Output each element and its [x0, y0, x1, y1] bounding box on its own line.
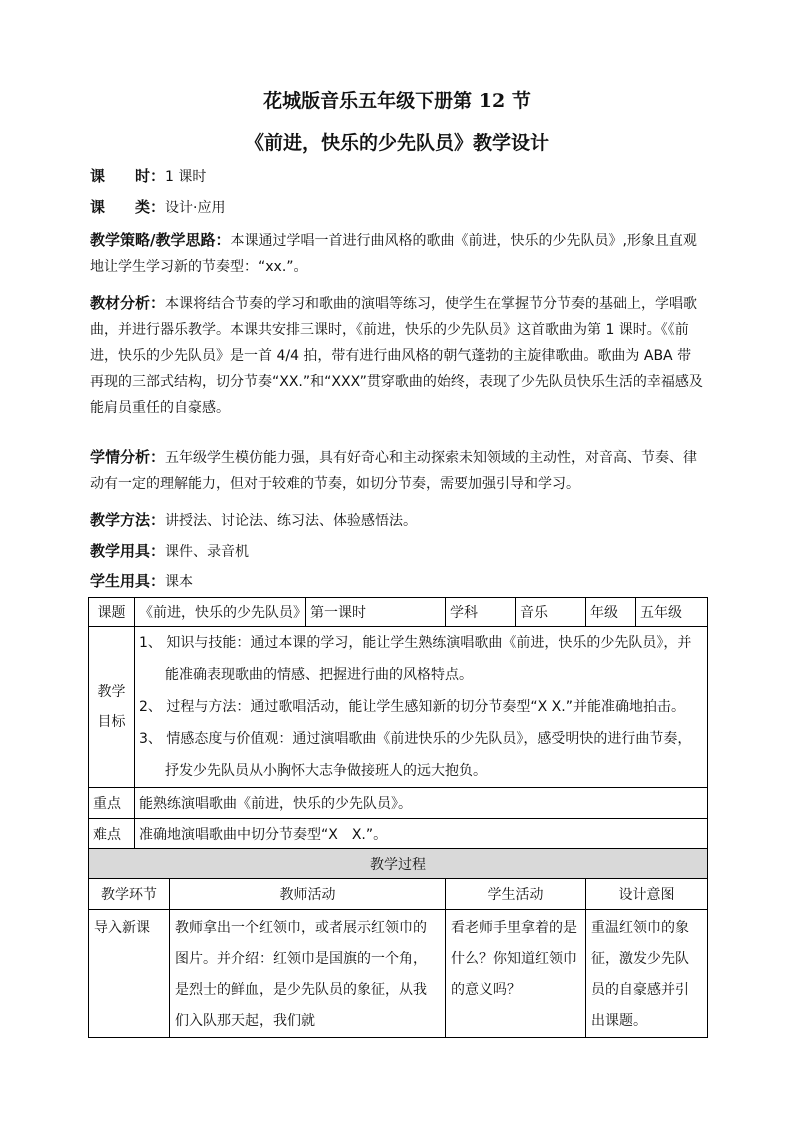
- topic-value-cell: 《前进，快乐的少先队员》: [135, 598, 306, 627]
- step-cell: 导入新课: [89, 910, 170, 1038]
- student-analysis-label: 学情分析：: [90, 448, 166, 466]
- class-hours-line: [90, 163, 705, 190]
- objective-1-cont: 能准确表现歌曲的情感、把握进行曲的风格特点。: [165, 667, 473, 683]
- student-activity-cell: 看老师手里拿着的是什么？你知道红领巾的意义吗？: [446, 910, 586, 1038]
- subject-label-cell: 学科: [446, 598, 516, 627]
- class-type-value: 设计·应用: [165, 200, 226, 216]
- teaching-method-text: 讲授法、讨论法、练习法、体验感悟法。: [165, 513, 418, 529]
- strategy-text: 本课通过学唱一首进行曲风格的歌曲《前进，快乐的少先队员》,形象且直观地让学生学习新的节奏型：“xx.”。: [90, 233, 697, 275]
- grade-value-cell: 五年级: [636, 598, 708, 627]
- key-point-text: 能熟练演唱歌曲《前进，快乐的少先队员》。: [135, 788, 708, 819]
- student-tools-line: [90, 568, 705, 595]
- key-point-label: 重点: [89, 788, 135, 819]
- teacher-activity-cell: 教师拿出一个红领巾，或者展示红领巾的图片。并介绍：红领巾是国旗的一个角，是烈士的鲜血，是少先队员的象征，从我们入队那天起，我们就: [170, 910, 446, 1038]
- difficulty-label: 难点: [89, 819, 135, 849]
- objective-3: 3、 情感态度与价值观：通过演唱歌曲《前进快乐的少先队员》，感受明快的进行曲节奏，: [139, 731, 692, 747]
- document-subtitle: 《前进，快乐的少先队员》教学设计: [244, 132, 549, 154]
- lesson-plan-table: [88, 597, 708, 1038]
- subject-value-cell: 音乐: [516, 598, 586, 627]
- class-hours-label: 课 时：: [90, 167, 166, 185]
- lesson-period-cell: 第一课时: [306, 598, 446, 627]
- strategy-paragraph: [90, 227, 705, 280]
- objectives-cell: [135, 627, 708, 788]
- teaching-method-label: 教学方法：: [90, 511, 166, 529]
- class-type-line: [90, 194, 705, 221]
- teaching-tools-text: 课件、录音机: [165, 544, 250, 560]
- objectives-row: [89, 627, 708, 788]
- difficulty-text: 准确地演唱歌曲中切分节奏型“X X.”。: [135, 819, 708, 849]
- col-header-teacher: 教师活动: [170, 879, 446, 910]
- material-analysis-text: 本课将结合节奏的学习和歌曲的演唱等练习，使学生在掌握节分节奏的基础上，学唱歌曲，并进行器乐教学。本课共安排三课时，《前进，快乐的少先队员》这首歌曲为第 1 课时。《《前进，快乐的少先队员》是一首 4/4 拍，带有进行曲风格的朝气蓬勃的主旋律歌曲。歌曲为 ABA 带再现的三部式结构，切分节奏“XX.”和“XXX”贯穿歌曲的始终，表现了少先队员快乐生活的幸福感及能肩员重任的自豪感。: [90, 296, 703, 416]
- design-intent-cell: 重温红领巾的象征，激发少先队员的自豪感并引出课题。: [586, 910, 708, 1038]
- student-analysis-paragraph: [90, 444, 705, 497]
- class-type-label: 课 类：: [90, 198, 166, 216]
- col-header-student: 学生活动: [446, 879, 586, 910]
- difficulty-row: [89, 819, 708, 849]
- key-point-row: [89, 788, 708, 819]
- teaching-tools-label: 教学用具：: [90, 542, 166, 560]
- student-tools-label: 学生用具：: [90, 572, 166, 590]
- student-tools-text: 课本: [165, 574, 194, 590]
- col-header-intent: 设计意图: [586, 879, 708, 910]
- material-analysis-label: 教材分析：: [90, 294, 166, 312]
- process-header: 教学过程: [89, 849, 708, 879]
- objective-3-cont: 抒发少先队员从小胸怀大志争做接班人的远大抱负。: [165, 763, 487, 779]
- process-header-row: [89, 849, 708, 879]
- document-title: 花城版音乐五年级下册第 12 节: [263, 90, 531, 112]
- process-row: [89, 910, 708, 1038]
- column-header-row: [89, 879, 708, 910]
- topic-label-cell: 课题: [89, 598, 135, 627]
- teaching-method-line: [90, 507, 705, 534]
- class-hours-value: 1 课时: [165, 169, 207, 185]
- teaching-tools-line: [90, 538, 705, 565]
- objective-2: 2、 过程与方法：通过歌唱活动，能让学生感知新的切分节奏型“X X.”并能准确地拍击。: [139, 699, 685, 715]
- student-analysis-text: 五年级学生模仿能力强，具有好奇心和主动探索未知领域的主动性，对音高、节奏、律动有一定的理解能力，但对于较难的节奏，如切分节奏，需要加强引导和学习。: [90, 450, 698, 492]
- grade-label-cell: 年级: [586, 598, 636, 627]
- objective-1: 1、 知识与技能：通过本课的学习，能让学生熟练演唱歌曲《前进，快乐的少先队员》，并: [139, 635, 692, 651]
- info-row: [89, 598, 708, 627]
- material-analysis-paragraph: [90, 290, 705, 421]
- objectives-label-cell: 教学目标: [89, 627, 135, 788]
- col-header-step: 教学环节: [89, 879, 170, 910]
- strategy-label: 教学策略/教学思路：: [90, 231, 231, 249]
